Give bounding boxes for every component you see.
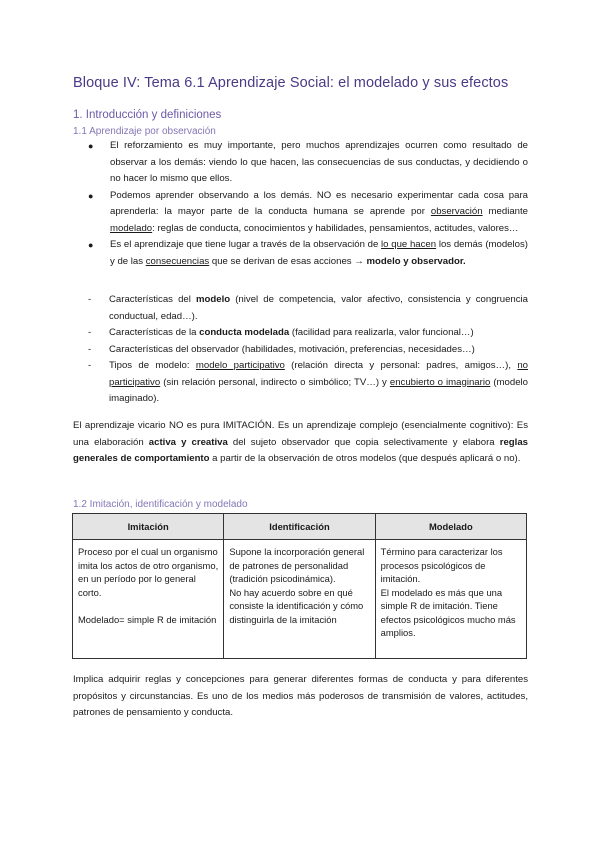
table-cell-modelado (375, 540, 526, 659)
underlined-term: encubierto o imaginario (389, 376, 491, 388)
dash-text: (sin relación personal, indirecto o simbólico; TV…) y (160, 376, 390, 388)
bullet-item (88, 237, 528, 270)
dash-text: Tipos de modelo: (109, 360, 196, 371)
table-header-modelado: Modelado (375, 514, 526, 540)
bullet-text: los demás (modelos) y de las (110, 239, 528, 267)
table-cell-imitacion (73, 540, 224, 659)
dash-list (88, 292, 528, 408)
cell-text: Supone la incorporación general de patrones de personalidad (tradición psicodinámica). (229, 546, 365, 584)
bullet-item (88, 138, 528, 188)
underlined-term: modelo participativo (195, 360, 285, 371)
bold-term: conducta modelada (199, 327, 290, 338)
bullet-icon: ● (88, 190, 94, 201)
underlined-term: observación (430, 206, 483, 217)
table-header-identificacion: Identificación (224, 514, 375, 540)
table-header-row (73, 514, 527, 540)
paragraph-text: El aprendizaje vicario NO es pura IMITACIÓN. Es un aprendizaje complejo (esencialmente cognitivo): Es una elaboración (73, 420, 528, 448)
dash-text: (relación directa y personal: padres, amigos…), (284, 360, 518, 371)
underlined-term: consecuencias (145, 255, 210, 267)
subsection-heading-imitacion: 1.2 Imitación, identificación y modelado (73, 499, 248, 510)
cell-text: No hay acuerdo sobre en qué consiste la identificación y cómo distinguirla de la imitación (229, 586, 364, 625)
bullet-icon: ● (88, 240, 94, 250)
dash-icon: - (88, 294, 92, 305)
section-heading-introduccion: 1. Introducción y definiciones (73, 109, 222, 121)
bullet-text: mediante (482, 206, 529, 217)
dash-item (88, 325, 528, 342)
table-cell-identificacion (224, 540, 375, 659)
underlined-term: lo que hacen (381, 239, 437, 250)
table-row (73, 540, 527, 659)
paragraph-aprendizaje-vicario (73, 418, 528, 468)
table-header-imitacion: Imitación (73, 514, 224, 540)
dash-text: Características de la (109, 327, 200, 338)
dash-icon: - (88, 327, 92, 338)
bullet-list (88, 138, 528, 270)
document-title: Bloque IV: Tema 6.1 Aprendizaje Social: el modelado y sus efectos (73, 75, 509, 91)
dash-text: Características del observador (habilidades, motivación, preferencias, necesidades…) (109, 343, 475, 355)
subsection-heading-observacion: 1.1 Aprendizaje por observación (73, 126, 216, 137)
underlined-term: no participativo (109, 360, 529, 388)
paragraph-implica: Implica adquirir reglas y concepciones para generar diferentes formas de conducta y para diferentes propósitos y circunstancias. Es uno de los medios más poderosos de transmisión de valores, actitudes, patrones de pensamiento y conducta. (73, 674, 528, 718)
bold-term: activa y creativa (148, 436, 228, 448)
bullet-text: : reglas de conducta, conocimientos y habilidades, pensamientos, actitudes, valores… (152, 222, 519, 234)
dash-item (88, 342, 528, 359)
bullet-icon: ● (88, 141, 94, 151)
dash-text: (facilidad para realizarla, valor funcional…) (289, 327, 474, 338)
cell-text: Término para caracterizar los procesos psicológicos de imitación. (380, 546, 503, 584)
bullet-text: El reforzamiento es muy importante, pero muchos aprendizajes ocurren como resultado de observar a los demás: viendo lo que hacen, las consecuencias de sus conductas, y decidiendo o no hacer lo mismo que ellos. (110, 140, 528, 184)
dash-item (88, 292, 528, 325)
comparison-table (72, 513, 527, 659)
paragraph-text: a partir de la observación de otros modelos (que después aplicará o no). (209, 453, 521, 464)
paragraph-text: del sujeto observador que copia selectivamente y elabora (227, 436, 500, 448)
bold-term: modelo (196, 294, 231, 305)
bullet-text: que se derivan de esas acciones → (209, 255, 367, 267)
cell-text: El modelado es más que una simple R de imitación. Tiene efectos psicológicos mucho más amplios. (380, 586, 516, 638)
dash-icon: - (88, 360, 92, 371)
cell-text: Proceso por el cual un organismo imita los actos de otro organismo, en un período por lo general corto. (78, 546, 219, 598)
dash-item (88, 358, 528, 408)
bullet-item (88, 188, 528, 238)
bold-term: modelo y observador. (366, 255, 466, 267)
cell-text: Modelado= simple R de imitación (78, 613, 217, 625)
bullet-text: Podemos aprender observando a los demás. NO es necesario experimentar cada cosa para aprenderla: la mayor parte de la conducta humana se aprende por (110, 189, 528, 217)
dash-icon: - (88, 343, 92, 355)
bold-term: reglas generales de comportamiento (73, 436, 528, 464)
dash-text: Características del (109, 294, 196, 305)
dash-text: (modelo imaginado). (109, 376, 528, 404)
bullet-text: Es el aprendizaje que tiene lugar a través de la observación de (110, 239, 382, 250)
underlined-term: modelado (110, 222, 153, 234)
dash-text: (nivel de competencia, valor afectivo, consistencia y congruencia conductual, edad…). (109, 294, 529, 322)
